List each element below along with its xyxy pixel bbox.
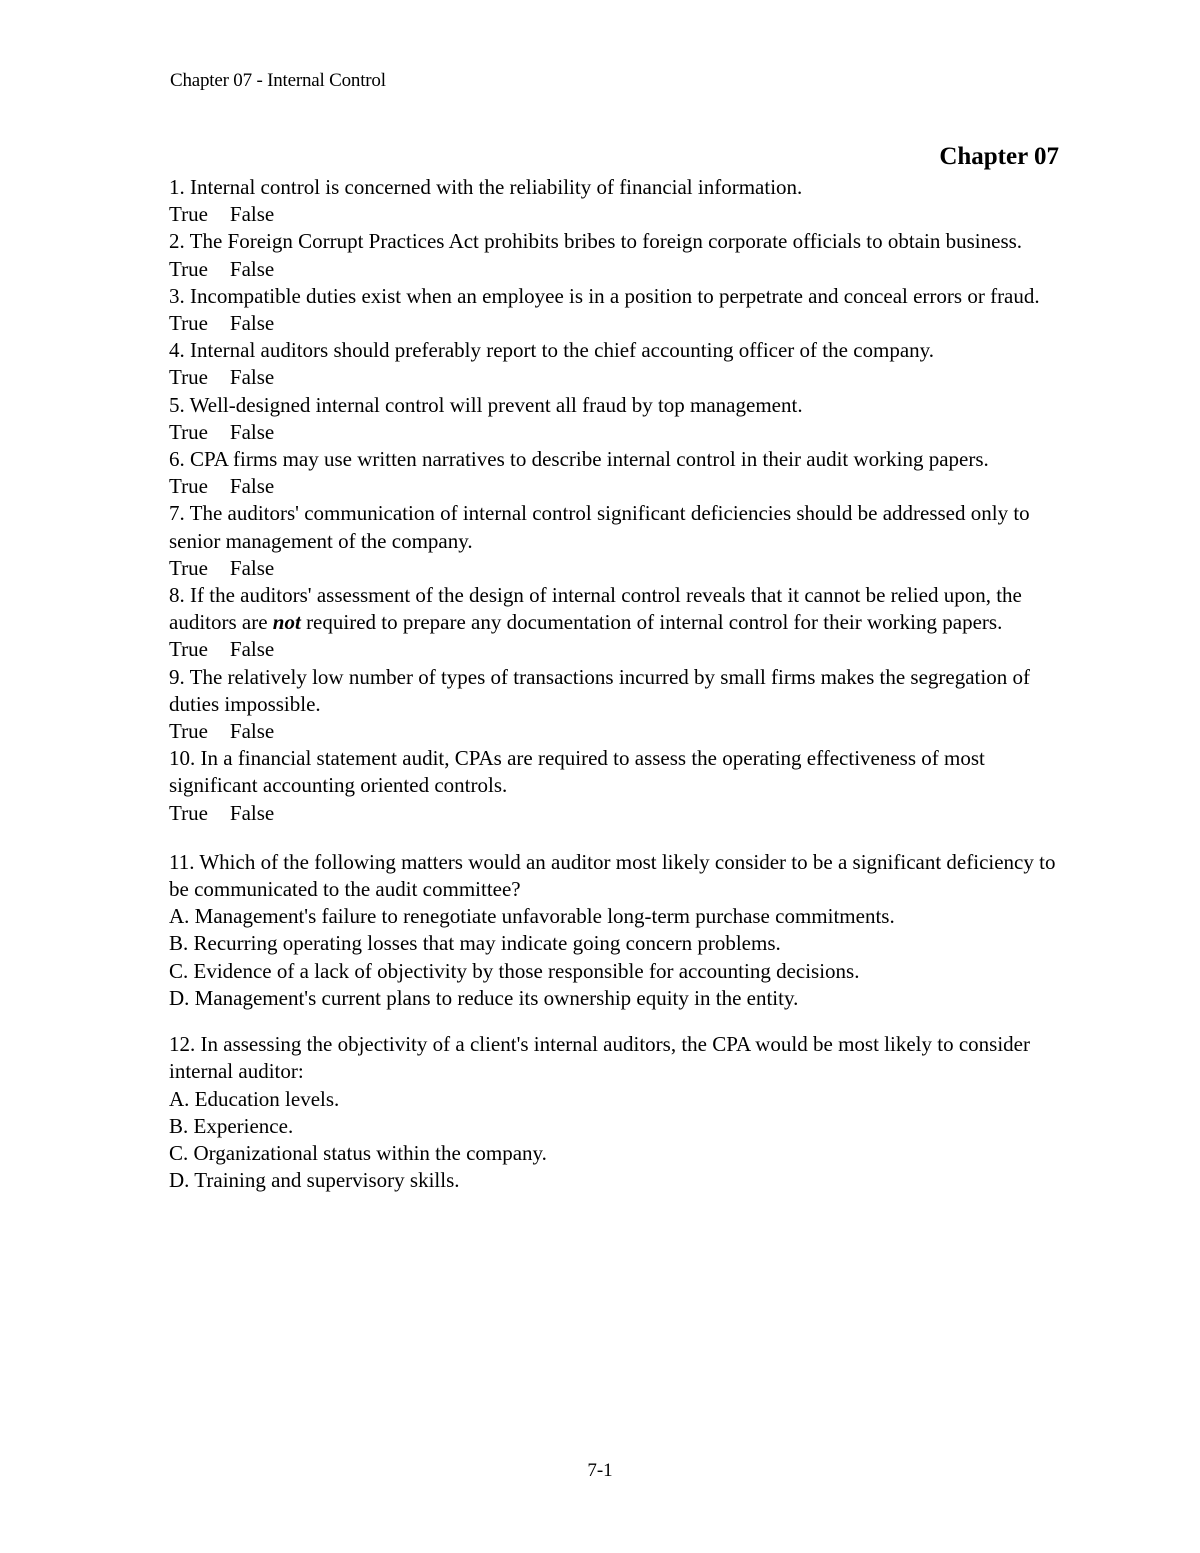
question-text: 9. The relatively low number of types of transactions incurred by small firms makes the segregation of duties impossible. xyxy=(169,664,1030,716)
option-a[interactable]: A. Education levels. xyxy=(169,1086,340,1111)
true-choice[interactable]: True xyxy=(169,719,208,744)
question-text: 3. Incompatible duties exist when an employee is in a position to perpetrate and conceal errors or fraud. xyxy=(169,283,1040,308)
true-choice[interactable]: True xyxy=(169,311,208,336)
question-text: 7. The auditors' communication of internal control significant deficiencies should be addressed only to senior management of the company. xyxy=(169,501,1030,553)
false-choice[interactable]: False xyxy=(229,419,275,444)
running-header: Chapter 07 - Internal Control xyxy=(170,70,386,91)
tf-question-10 xyxy=(169,745,1069,827)
false-choice[interactable]: False xyxy=(229,202,275,227)
question-text: 2. The Foreign Corrupt Practices Act prohibits bribes to foreign corporate officials to obtain business. xyxy=(169,229,1023,254)
tf-question-4 xyxy=(169,337,1069,391)
tf-question-8 xyxy=(169,582,1069,664)
question-text: 11. Which of the following matters would an auditor most likely consider to be a significant deficiency to be communicated to the audit committee? xyxy=(169,849,1056,902)
false-choice[interactable]: False xyxy=(229,637,275,662)
question-text: 5. Well-designed internal control will prevent all fraud by top management. xyxy=(169,392,803,417)
tf-question-2 xyxy=(169,228,1069,282)
tf-question-5 xyxy=(169,392,1069,446)
question-text: 12. In assessing the objectivity of a client's internal auditors, the CPA would be most likely to consider internal auditor: xyxy=(169,1032,1030,1084)
question-text xyxy=(169,582,1069,636)
page-number: 7-1 xyxy=(587,1460,613,1481)
false-choice[interactable]: False xyxy=(229,365,275,390)
option-b[interactable]: B. Recurring operating losses that may indicate going concern problems. xyxy=(169,931,781,956)
false-choice[interactable]: False xyxy=(229,719,275,744)
true-choice[interactable]: True xyxy=(169,365,208,390)
true-choice[interactable]: True xyxy=(169,202,208,227)
option-d[interactable]: D. Training and supervisory skills. xyxy=(169,1168,460,1193)
true-choice[interactable]: True xyxy=(169,637,208,662)
tf-question-9 xyxy=(169,664,1069,746)
tf-question-3 xyxy=(169,283,1069,337)
option-c[interactable]: C. Evidence of a lack of objectivity by those responsible for accounting decisions. xyxy=(169,958,860,983)
true-false-choices xyxy=(169,800,1069,827)
option-a[interactable]: A. Management's failure to renegotiate unfavorable long-term purchase commitments. xyxy=(169,904,895,929)
true-choice[interactable]: True xyxy=(169,419,208,444)
true-false-choices xyxy=(169,718,1069,745)
mc-question-12 xyxy=(169,1031,1069,1194)
question-text: 1. Internal control is concerned with the reliability of financial information. xyxy=(169,175,803,199)
question-text-before: 8. If the auditors' assessment of the design of internal control reveals that it cannot be relied upon, the auditors are xyxy=(169,583,1022,635)
question-text-after: required to prepare any documentation of internal control for their working papers. xyxy=(300,610,1003,635)
true-choice[interactable]: True xyxy=(169,800,208,825)
false-choice[interactable]: False xyxy=(229,474,275,499)
false-choice[interactable]: False xyxy=(229,256,275,281)
chapter-title: Chapter 07 xyxy=(939,143,1059,170)
true-false-choices xyxy=(169,364,1069,391)
true-false-choices xyxy=(169,201,1069,228)
true-false-choices xyxy=(169,310,1069,337)
tf-question-1 xyxy=(169,174,1069,228)
emphasis-not: not xyxy=(272,610,301,635)
true-false-choices xyxy=(169,555,1069,582)
true-choice[interactable]: True xyxy=(169,474,208,499)
true-choice[interactable]: True xyxy=(169,256,208,281)
true-false-choices xyxy=(169,419,1069,446)
option-d[interactable]: D. Management's current plans to reduce its ownership equity in the entity. xyxy=(169,985,799,1010)
tf-question-7 xyxy=(169,500,1069,582)
true-false-choices xyxy=(169,473,1069,500)
question-list xyxy=(169,174,1069,1194)
question-text: 6. CPA firms may use written narratives to describe internal control in their audit working papers. xyxy=(169,447,989,472)
option-b[interactable]: B. Experience. xyxy=(169,1113,294,1138)
false-choice[interactable]: False xyxy=(229,311,275,336)
tf-question-6 xyxy=(169,446,1069,500)
option-c[interactable]: C. Organizational status within the company. xyxy=(169,1140,547,1165)
mc-question-11 xyxy=(169,849,1069,1012)
false-choice[interactable]: False xyxy=(229,555,275,580)
true-false-choices xyxy=(169,636,1069,663)
false-choice[interactable]: False xyxy=(229,800,275,825)
question-text: 4. Internal auditors should preferably report to the chief accounting officer of the company. xyxy=(169,338,935,363)
question-text: 10. In a financial statement audit, CPAs are required to assess the operating effectiveness of most significant accounting oriented controls. xyxy=(169,746,985,798)
true-choice[interactable]: True xyxy=(169,555,208,580)
true-false-choices xyxy=(169,256,1069,283)
